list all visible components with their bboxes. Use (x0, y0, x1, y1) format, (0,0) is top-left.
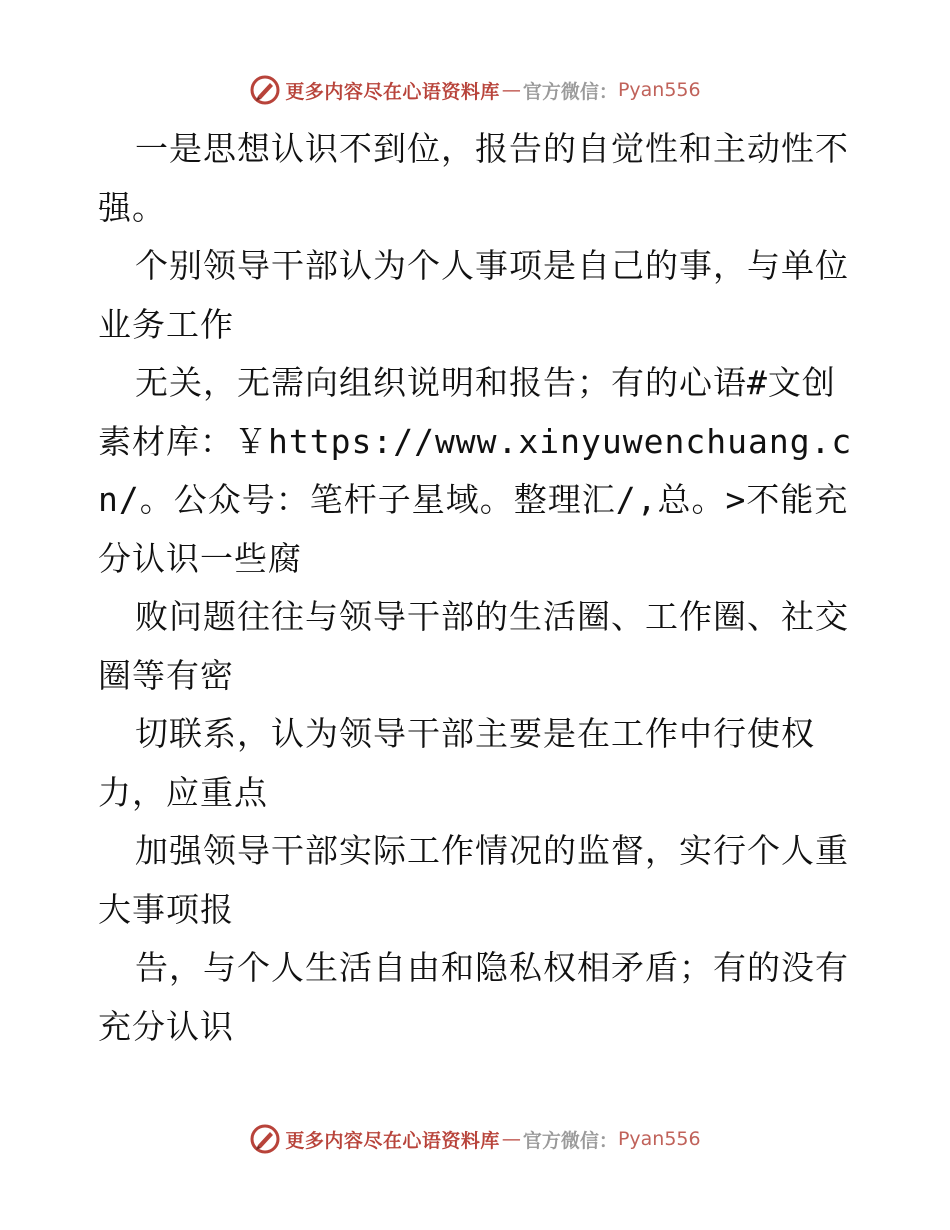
banner-wechat-label: 官方微信： (522, 1129, 618, 1152)
paragraph: 一是思想认识不到位，报告的自觉性和主动性不强。 (98, 129, 849, 227)
document-body (98, 120, 858, 1056)
paragraph: 告，与个人生活自由和隐私权相矛盾；有的没有充分认识 (98, 948, 849, 1046)
paragraph: 切联系，认为领导干部主要是在工作中行使权力，应重点 (98, 714, 815, 812)
pen-logo-icon (249, 1123, 281, 1155)
header-banner (0, 70, 950, 110)
pen-logo-icon (249, 74, 281, 106)
banner-wechat-id: Pyan556 (617, 1128, 701, 1150)
paragraph: 加强领导干部实际工作情况的监督，实行个人重大事项报 (98, 831, 849, 929)
banner-dash: — (501, 1128, 521, 1150)
paragraph: 无关，无需向组织说明和报告；有的心语#文创素材库：￥https://www.xinyuwenchuang.cn/。公众号：笔杆子星域。整理汇/,总。>不能充分认识一些腐 (98, 363, 853, 578)
paragraph: 败问题往往与领导干部的生活圈、工作圈、社交圈等有密 (98, 597, 849, 695)
banner-wechat-id: Pyan556 (617, 79, 701, 101)
paragraph: 个别领导干部认为个人事项是自己的事，与单位业务工作 (98, 246, 849, 344)
banner-site-text: 更多内容尽在心语资料库 (285, 80, 500, 103)
banner-wechat-label: 官方微信： (522, 80, 618, 103)
banner-dash: — (501, 79, 521, 101)
banner-site-text: 更多内容尽在心语资料库 (285, 1129, 500, 1152)
footer-banner (0, 1119, 950, 1159)
